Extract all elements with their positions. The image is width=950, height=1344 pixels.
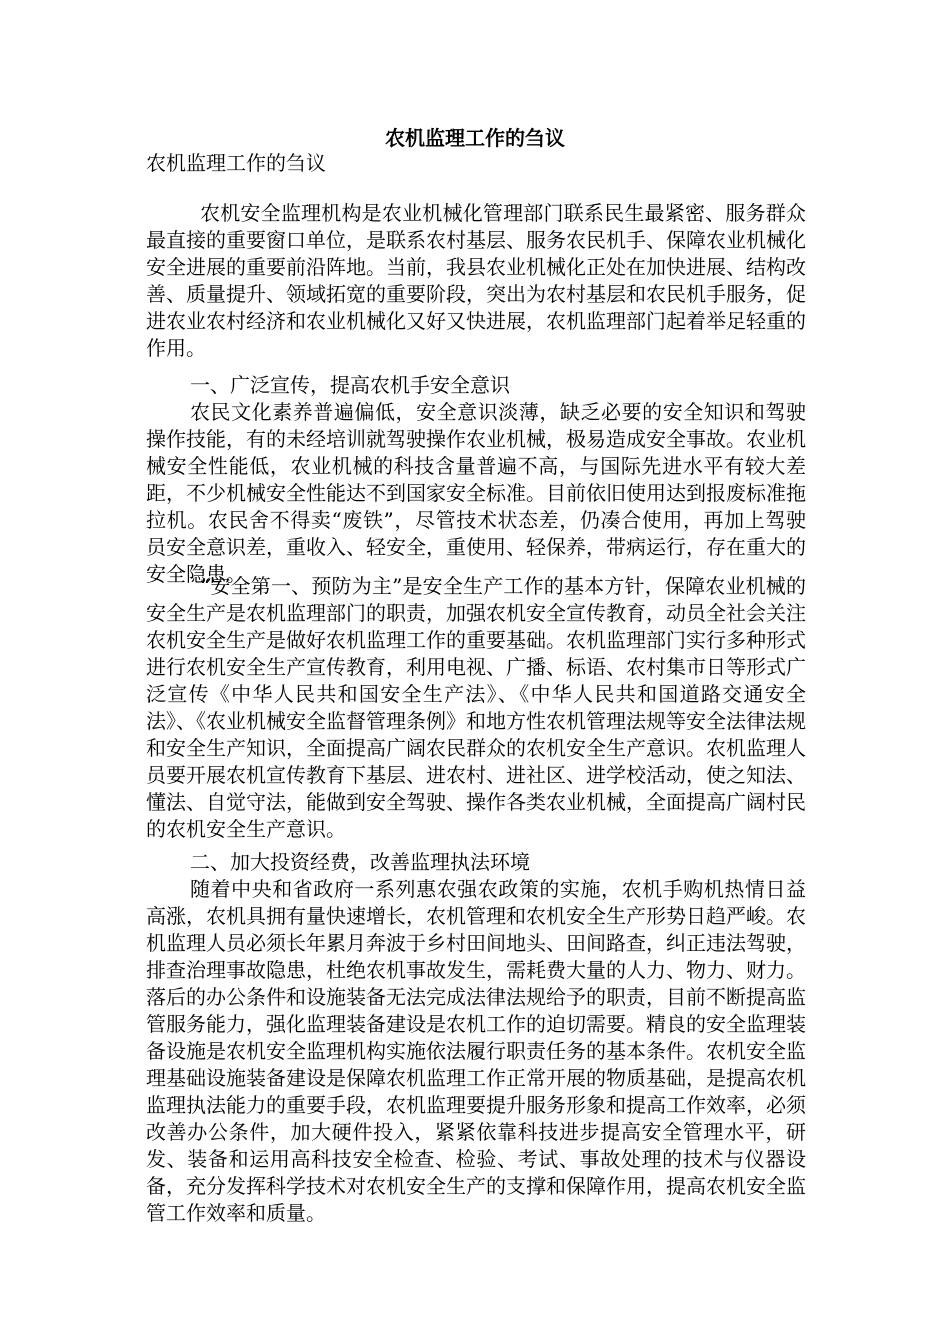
document-subtitle: 农机监理工作的刍议 [146, 151, 326, 175]
section-2-paragraph-1: 随着中央和省政府一系列惠农强农政策的实施，农机手购机热情日益高涨，农机具拥有量快速增长，农机管理和农机安全生产形势日趋严峻。农机监理人员必须长年累月奔波于乡村田间地头、田间路查，纠正违法驾驶，排查治理事故隐患，杜绝农机事故发生，需耗费大量的人力、物力、财力。落后的办公条件和设施装备无法完成法律法规给予的职责，目前不断提高监管服务能力，强化监理装备建设是农机工作的迫切需要。精良的安全监理装备设施是农机安全监理机构实施依法履行职责任务的基本条件。农机安全监理基础设施装备建设是保障农机监理工作正常开展的物质基础，是提高农机监理执法能力的重要手段，农机监理要提升服务形象和提高工作效率，必须改善办公条件，加大硬件投入，紧紧依靠科技进步提高安全管理水平，研发、装备和运用高科技安全检查、检验、考试、事故处理的技术与仪器设备，充分发挥科学技术对农机安全生产的支撑和保障作用，提高农机安全监管工作效率和质量。 [146, 877, 806, 1225]
section-heading-1: 一、广泛宣传，提高农机手安全意识 [190, 373, 510, 397]
document-title: 农机监理工作的刍议 [385, 126, 565, 150]
intro-paragraph: 农机安全监理机构是农业机械化管理部门联系民生最紧密、服务群众最直接的重要窗口单位，是联系农村基层、服务农民机手、保障农业机械化安全进展的重要前沿阵地。当前，我县农业机械化正处在加快进展、结构改善、质量提升、领域拓宽的重要阶段，突出为农村基层和农民机手服务，促进农业农村经济和农业机械化又好又快进展，农机监理部门起着举足轻重的作用。 [146, 201, 806, 360]
section-1-paragraph-2: “安全第一、预防为主”是安全生产工作的基本方针，保障农业机械的安全生产是农机监理部门的职责，加强农机安全宣传教育，动员全社会关注农机安全生产是做好农机监理工作的重要基础。农机监理部门实行多种形式进行农机安全生产宣传教育，利用电视、广播、标语、农村集市日等形式广泛宣传《中华人民共和国安全生产法》、《中华人民共和国道路交通安全法》、《农业机械安全监督管理条例》和地方性农机管理法规等安全法律法规和安全生产知识，全面提高广阔农民群众的农机安全生产意识。农机监理人员要开展农机宣传教育下基层、进农村、进社区、进学校活动，使之知法、懂法、自觉守法，能做到安全驾驶、操作各类农业机械，全面提高广阔村民的农机安全生产意识。 [146, 574, 806, 841]
section-1-paragraph-1: 农民文化素养普遍偏低，安全意识淡薄，缺乏必要的安全知识和驾驶操作技能，有的未经培训就驾驶操作农业机械，极易造成安全事故。农业机械安全性能低，农业机械的科技含量普遍不高，与国际先进水平有较大差距，不少机械安全性能达不到国家安全标准。目前依旧使用达到报废标准拖拉机。农民舍不得卖“废铁”，尽管技术状态差，仍凑合使用，再加上驾驶员安全意识差，重收入、轻安全，重使用、轻保养，带病运行，存在重大的安全隐患。 [146, 400, 806, 586]
section-heading-2: 二、加大投资经费，改善监理执法环境 [190, 850, 530, 874]
